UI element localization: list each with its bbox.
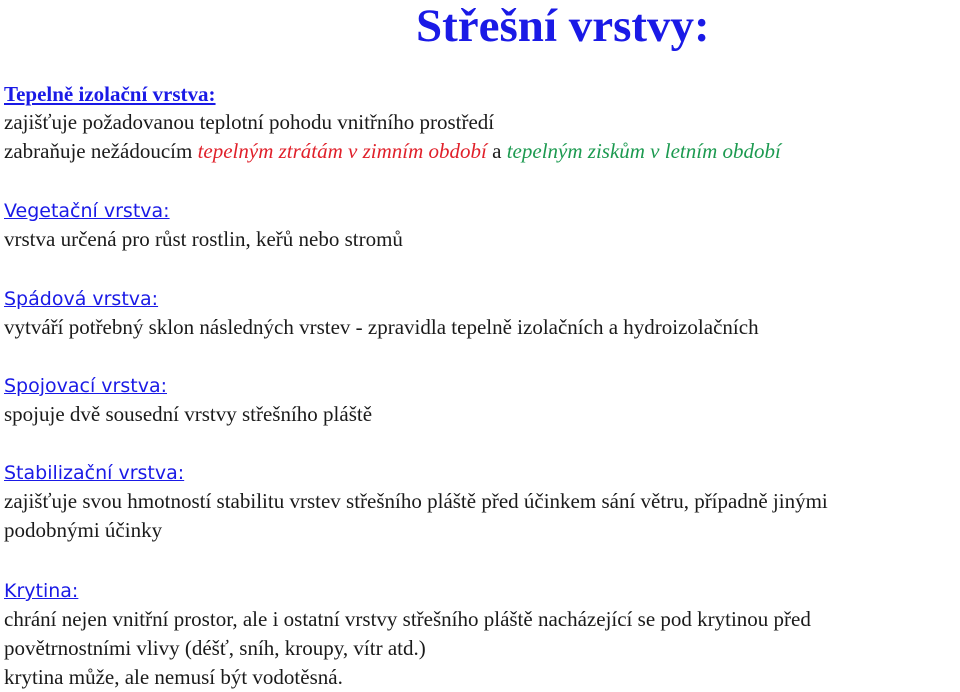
section-text: zajišťuje svou hmotností stabilitu vrstev střešního pláště před účinkem sání větru, případně jinými	[4, 489, 828, 513]
page-title: Střešní vrstvy:	[416, 0, 710, 52]
section-text: povětrnostními vlivy (déšť, sníh, kroupy, vítr atd.)	[4, 636, 426, 660]
section-heading: Stabilizační vrstva:	[4, 462, 185, 484]
highlight-heat-gain: tepelným ziskům v letním období	[506, 139, 781, 163]
section-heading: Tepelně izolační vrstva:	[4, 82, 216, 106]
section-text: spojuje dvě sousední vrstvy střešního pláště	[4, 402, 373, 426]
section-heading: Spojovací vrstva:	[4, 375, 167, 397]
section-heading: Spádová vrstva:	[4, 288, 159, 310]
section-text: vrstva určená pro růst rostlin, keřů nebo stromů	[4, 227, 403, 251]
highlight-heat-loss: tepelným ztrátám v zimním období	[197, 139, 487, 163]
section-text: podobnými účinky	[4, 518, 163, 542]
section-thermal-insulation	[4, 80, 958, 166]
section-stabilization	[4, 459, 958, 545]
section-vegetation	[4, 197, 958, 254]
section-connecting	[4, 372, 958, 429]
section-text-mixed	[4, 137, 958, 166]
section-roofing	[4, 577, 958, 692]
section-text: chrání nejen vnitřní prostor, ale i ostatní vrstvy střešního pláště nacházející se pod krytinou před	[4, 607, 811, 631]
section-text: vytváří potřebný sklon následných vrstev - zpravidla tepelně izolačních a hydroizolačních	[4, 315, 759, 339]
section-heading: Krytina:	[4, 580, 79, 602]
section-text: krytina může, ale nemusí být vodotěsná.	[4, 665, 343, 689]
section-heading: Vegetační vrstva:	[4, 200, 170, 222]
section-slope	[4, 285, 958, 342]
text-prefix: zabraňuje nežádoucím	[4, 139, 198, 163]
section-text: zajišťuje požadovanou teplotní pohodu vnitřního prostředí	[4, 110, 495, 134]
text-conjunction: a	[486, 139, 507, 163]
